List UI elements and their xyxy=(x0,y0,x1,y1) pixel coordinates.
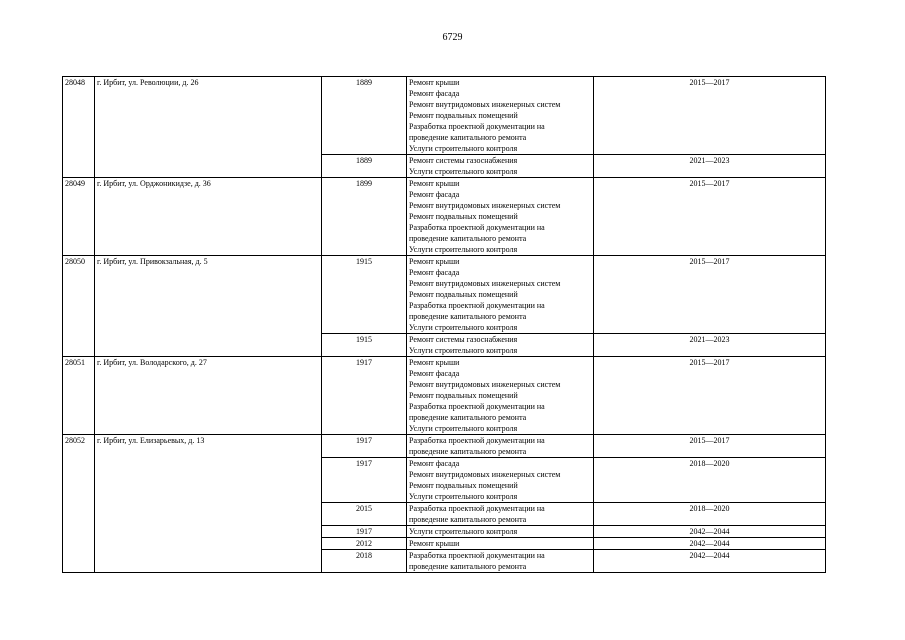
build-year-cell: 1915 xyxy=(322,334,407,357)
repair-period-cell: 2015—2017 xyxy=(594,435,826,458)
works-cell xyxy=(407,256,594,334)
work-item: Разработка проектной документации на xyxy=(409,122,545,131)
work-item: Услуги строительного контроля xyxy=(409,527,518,536)
address-cell: г. Ирбит, ул. Елизарьевых, д. 13 xyxy=(95,435,322,573)
object-id-cell: 28052 xyxy=(63,435,95,573)
works-cell xyxy=(407,357,594,435)
repair-period-cell: 2021—2023 xyxy=(594,155,826,178)
work-item: Услуги строительного контроля xyxy=(409,167,518,176)
work-item: Ремонт системы газоснабжения xyxy=(409,335,518,344)
work-item: Ремонт фасада xyxy=(409,369,460,378)
build-year-cell: 1889 xyxy=(322,77,407,155)
work-item: проведение капитального ремонта xyxy=(409,234,527,243)
work-item: Услуги строительного контроля xyxy=(409,346,518,355)
work-item: Услуги строительного контроля xyxy=(409,144,518,153)
table-row xyxy=(63,178,826,256)
table-row xyxy=(63,77,826,155)
work-item: проведение капитального ремонта xyxy=(409,133,527,142)
address-cell: г. Ирбит, ул. Орджоникидзе, д. 36 xyxy=(95,178,322,256)
work-item: Услуги строительного контроля xyxy=(409,245,518,254)
work-item: Разработка проектной документации на xyxy=(409,301,545,310)
work-item: проведение капитального ремонта xyxy=(409,413,527,422)
build-year-cell: 1915 xyxy=(322,256,407,334)
work-item: Услуги строительного контроля xyxy=(409,424,518,433)
work-item: Ремонт подвальных помещений xyxy=(409,290,518,299)
works-cell xyxy=(407,526,594,538)
works-cell xyxy=(407,435,594,458)
repair-period-cell: 2018—2020 xyxy=(594,503,826,526)
work-item: Ремонт крыши xyxy=(409,257,460,266)
table-row xyxy=(63,256,826,334)
works-cell xyxy=(407,155,594,178)
table-body xyxy=(63,77,826,573)
work-item: Разработка проектной документации на xyxy=(409,504,545,513)
address-cell: г. Ирбит, ул. Революции, д. 26 xyxy=(95,77,322,178)
build-year-cell: 1889 xyxy=(322,155,407,178)
repair-period-cell: 2015—2017 xyxy=(594,77,826,155)
build-year-cell: 1917 xyxy=(322,435,407,458)
work-item: Ремонт внутридомовых инженерных систем xyxy=(409,380,561,389)
build-year-cell: 2015 xyxy=(322,503,407,526)
work-item: Ремонт внутридомовых инженерных систем xyxy=(409,100,561,109)
work-item: проведение капитального ремонта xyxy=(409,562,527,571)
work-item: проведение капитального ремонта xyxy=(409,515,527,524)
capital-repair-table xyxy=(62,76,826,573)
work-item: Услуги строительного контроля xyxy=(409,323,518,332)
repair-period-cell: 2042—2044 xyxy=(594,538,826,550)
page-number: 6729 xyxy=(442,32,463,43)
object-id-cell: 28051 xyxy=(63,357,95,435)
works-cell xyxy=(407,334,594,357)
work-item: Разработка проектной документации на xyxy=(409,402,545,411)
repair-period-cell: 2042—2044 xyxy=(594,550,826,573)
work-item: Ремонт подвальных помещений xyxy=(409,481,518,490)
work-item: Разработка проектной документации на xyxy=(409,551,545,560)
work-item: Ремонт крыши xyxy=(409,179,460,188)
repair-period-cell: 2015—2017 xyxy=(594,178,826,256)
work-item: Ремонт внутридомовых инженерных систем xyxy=(409,279,561,288)
work-item: Ремонт подвальных помещений xyxy=(409,391,518,400)
repair-period-cell: 2042—2044 xyxy=(594,526,826,538)
work-item: Разработка проектной документации на xyxy=(409,436,545,445)
work-item: Ремонт фасада xyxy=(409,89,460,98)
build-year-cell: 2012 xyxy=(322,538,407,550)
object-id-cell: 28048 xyxy=(63,77,95,178)
work-item: Ремонт внутридомовых инженерных систем xyxy=(409,470,561,479)
work-item: Ремонт фасада xyxy=(409,190,460,199)
works-cell xyxy=(407,178,594,256)
work-item: Разработка проектной документации на xyxy=(409,223,545,232)
work-item: проведение капитального ремонта xyxy=(409,447,527,456)
work-item: Ремонт фасада xyxy=(409,459,460,468)
build-year-cell: 1917 xyxy=(322,526,407,538)
works-cell xyxy=(407,503,594,526)
works-cell xyxy=(407,77,594,155)
work-item: Ремонт крыши xyxy=(409,78,460,87)
repair-period-cell: 2021—2023 xyxy=(594,334,826,357)
work-item: проведение капитального ремонта xyxy=(409,312,527,321)
address-cell: г. Ирбит, ул. Володарского, д. 27 xyxy=(95,357,322,435)
table-row xyxy=(63,435,826,458)
address-cell: г. Ирбит, ул. Привокзальная, д. 5 xyxy=(95,256,322,357)
build-year-cell: 1917 xyxy=(322,458,407,503)
table-row xyxy=(63,357,826,435)
work-item: Ремонт крыши xyxy=(409,539,460,548)
repair-period-cell: 2015—2017 xyxy=(594,256,826,334)
work-item: Ремонт внутридомовых инженерных систем xyxy=(409,201,561,210)
work-item: Ремонт крыши xyxy=(409,358,460,367)
works-cell xyxy=(407,458,594,503)
repair-period-cell: 2015—2017 xyxy=(594,357,826,435)
object-id-cell: 28050 xyxy=(63,256,95,357)
repair-period-cell: 2018—2020 xyxy=(594,458,826,503)
build-year-cell: 2018 xyxy=(322,550,407,573)
object-id-cell: 28049 xyxy=(63,178,95,256)
build-year-cell: 1917 xyxy=(322,357,407,435)
work-item: Ремонт фасада xyxy=(409,268,460,277)
work-item: Ремонт системы газоснабжения xyxy=(409,156,518,165)
works-cell xyxy=(407,550,594,573)
work-item: Ремонт подвальных помещений xyxy=(409,111,518,120)
work-item: Услуги строительного контроля xyxy=(409,492,518,501)
works-cell xyxy=(407,538,594,550)
work-item: Ремонт подвальных помещений xyxy=(409,212,518,221)
build-year-cell: 1899 xyxy=(322,178,407,256)
